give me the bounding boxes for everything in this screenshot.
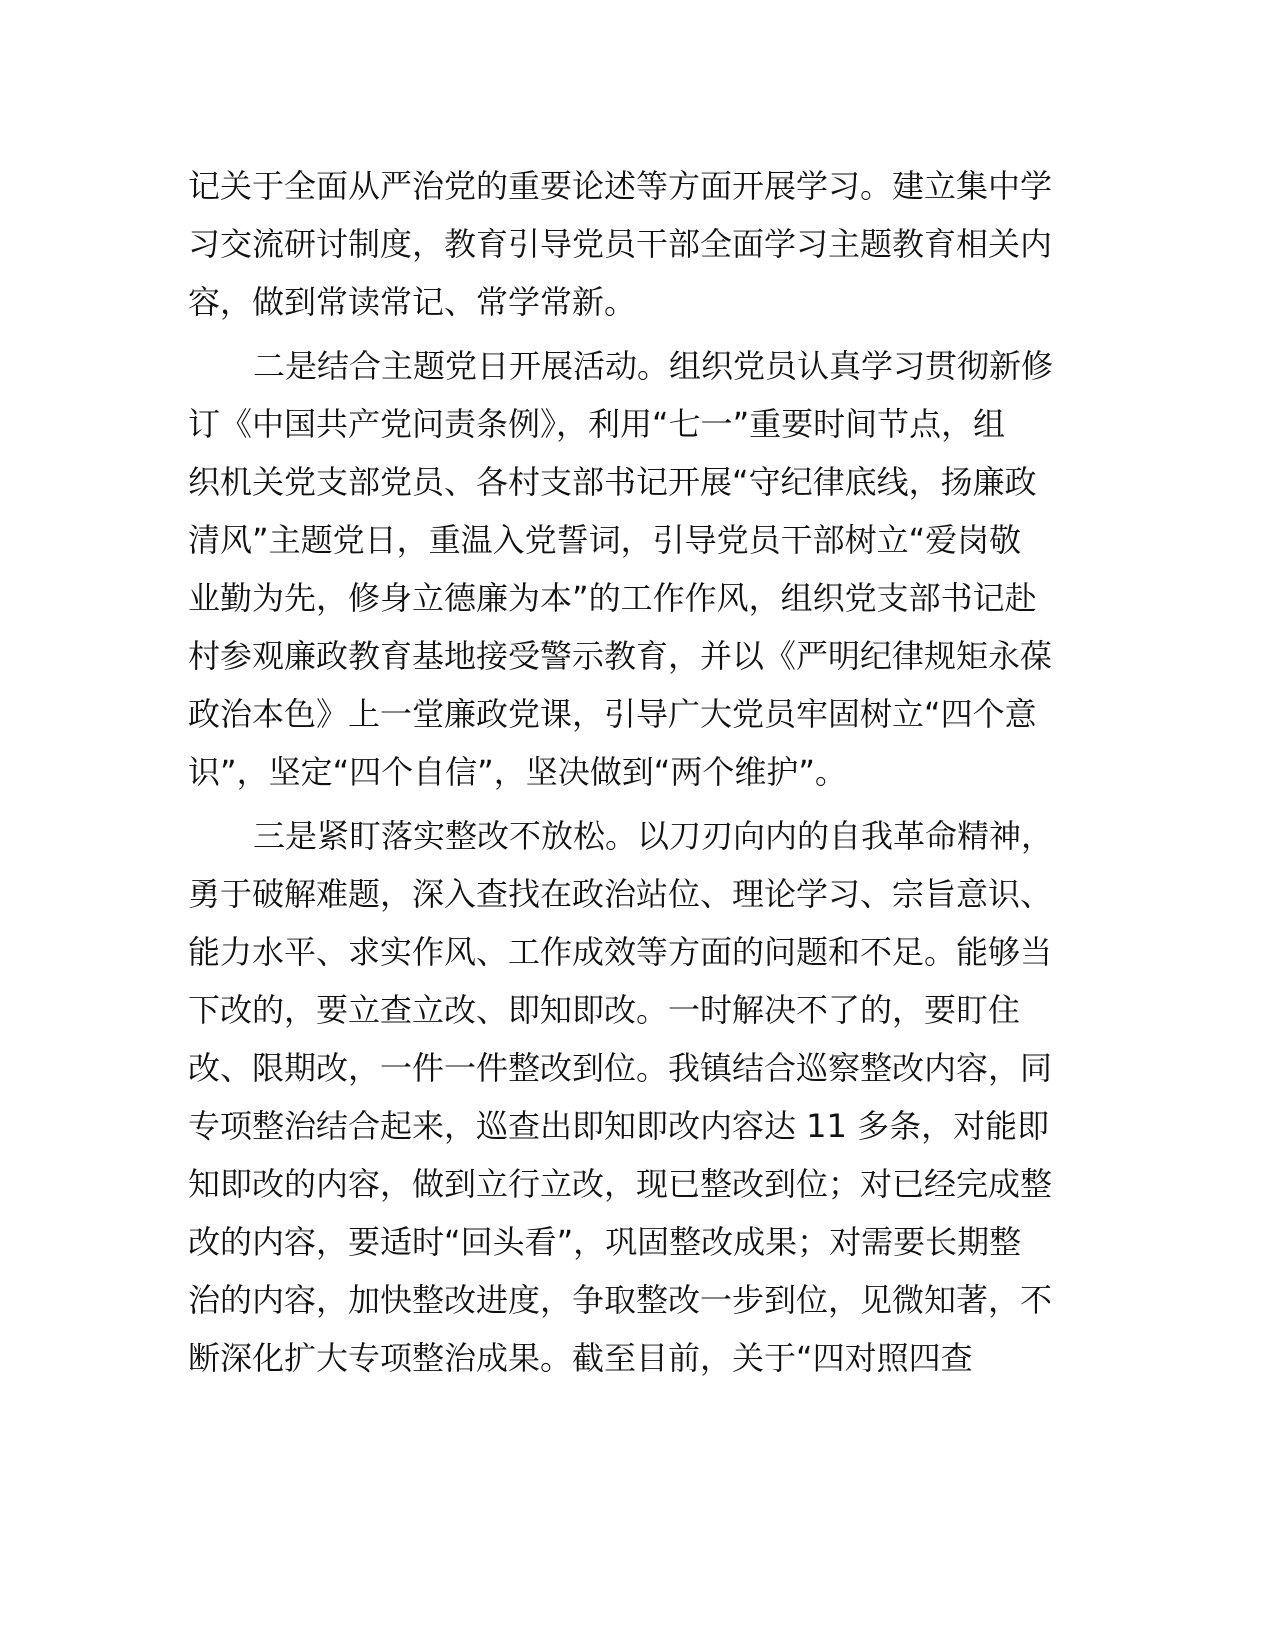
text-line: 记关于全面从严治党的重要论述等方面开展学习。建立集中学 xyxy=(188,167,1053,205)
text-line: 容，做到常读常记、常学常新。 xyxy=(188,283,637,321)
text-line: 二是结合主题党日开展活动。组织党员认真学习贯彻新修 xyxy=(253,347,1054,385)
text-line: 三是紧盯落实整改不放松。以刀刃向内的自我革命精神， xyxy=(253,817,1054,855)
paragraph-rectification xyxy=(188,807,1088,1387)
text-line: 专项整治结合起来，巡查出即知即改内容达 11 多条，对能即 xyxy=(188,1107,1050,1145)
document-body xyxy=(188,157,1088,1387)
text-line: 识”，坚定“四个自信”，坚决做到“两个维护”。 xyxy=(188,753,847,791)
text-line: 清风”主题党日，重温入党誓词，引导党员干部树立“爱岗敬 xyxy=(188,521,1022,559)
text-line: 改、限期改，一件一件整改到位。我镇结合巡察整改内容，同 xyxy=(188,1049,1053,1087)
text-line: 能力水平、求实作风、工作成效等方面的问题和不足。能够当 xyxy=(188,933,1053,971)
text-line: 习交流研讨制度，教育引导党员干部全面学习主题教育相关内 xyxy=(188,225,1053,263)
paragraph-study-system xyxy=(188,157,1088,331)
text-line: 政治本色》上一堂廉政党课，引导广大党员牢固树立“四个意 xyxy=(188,695,1037,733)
text-line: 治的内容，加快整改进度，争取整改一步到位，见微知著，不 xyxy=(188,1281,1053,1319)
text-line: 村参观廉政教育基地接受警示教育，并以《严明纪律规矩永葆 xyxy=(188,637,1053,675)
text-line: 断深化扩大专项整治成果。截至目前，关于“四对照四查 xyxy=(188,1339,973,1377)
text-line: 订《中国共产党问责条例》，利用“七一”重要时间节点，组 xyxy=(188,405,1006,443)
text-line: 织机关党支部党员、各村支部书记开展“守纪律底线，扬廉政 xyxy=(188,463,1037,501)
paragraph-party-day xyxy=(188,337,1088,801)
text-line: 改的内容，要适时“回头看”，巩固整改成果；对需要长期整 xyxy=(188,1223,1022,1261)
text-line: 知即改的内容，做到立行立改，现已整改到位；对已经完成整 xyxy=(188,1165,1053,1203)
text-line: 业勤为先，修身立德廉为本”的工作作风，组织党支部书记赴 xyxy=(188,579,1037,617)
text-line: 下改的，要立查立改、即知即改。一时解决不了的，要盯住 xyxy=(188,991,1021,1029)
text-line: 勇于破解难题，深入查找在政治站位、理论学习、宗旨意识、 xyxy=(188,875,1053,913)
